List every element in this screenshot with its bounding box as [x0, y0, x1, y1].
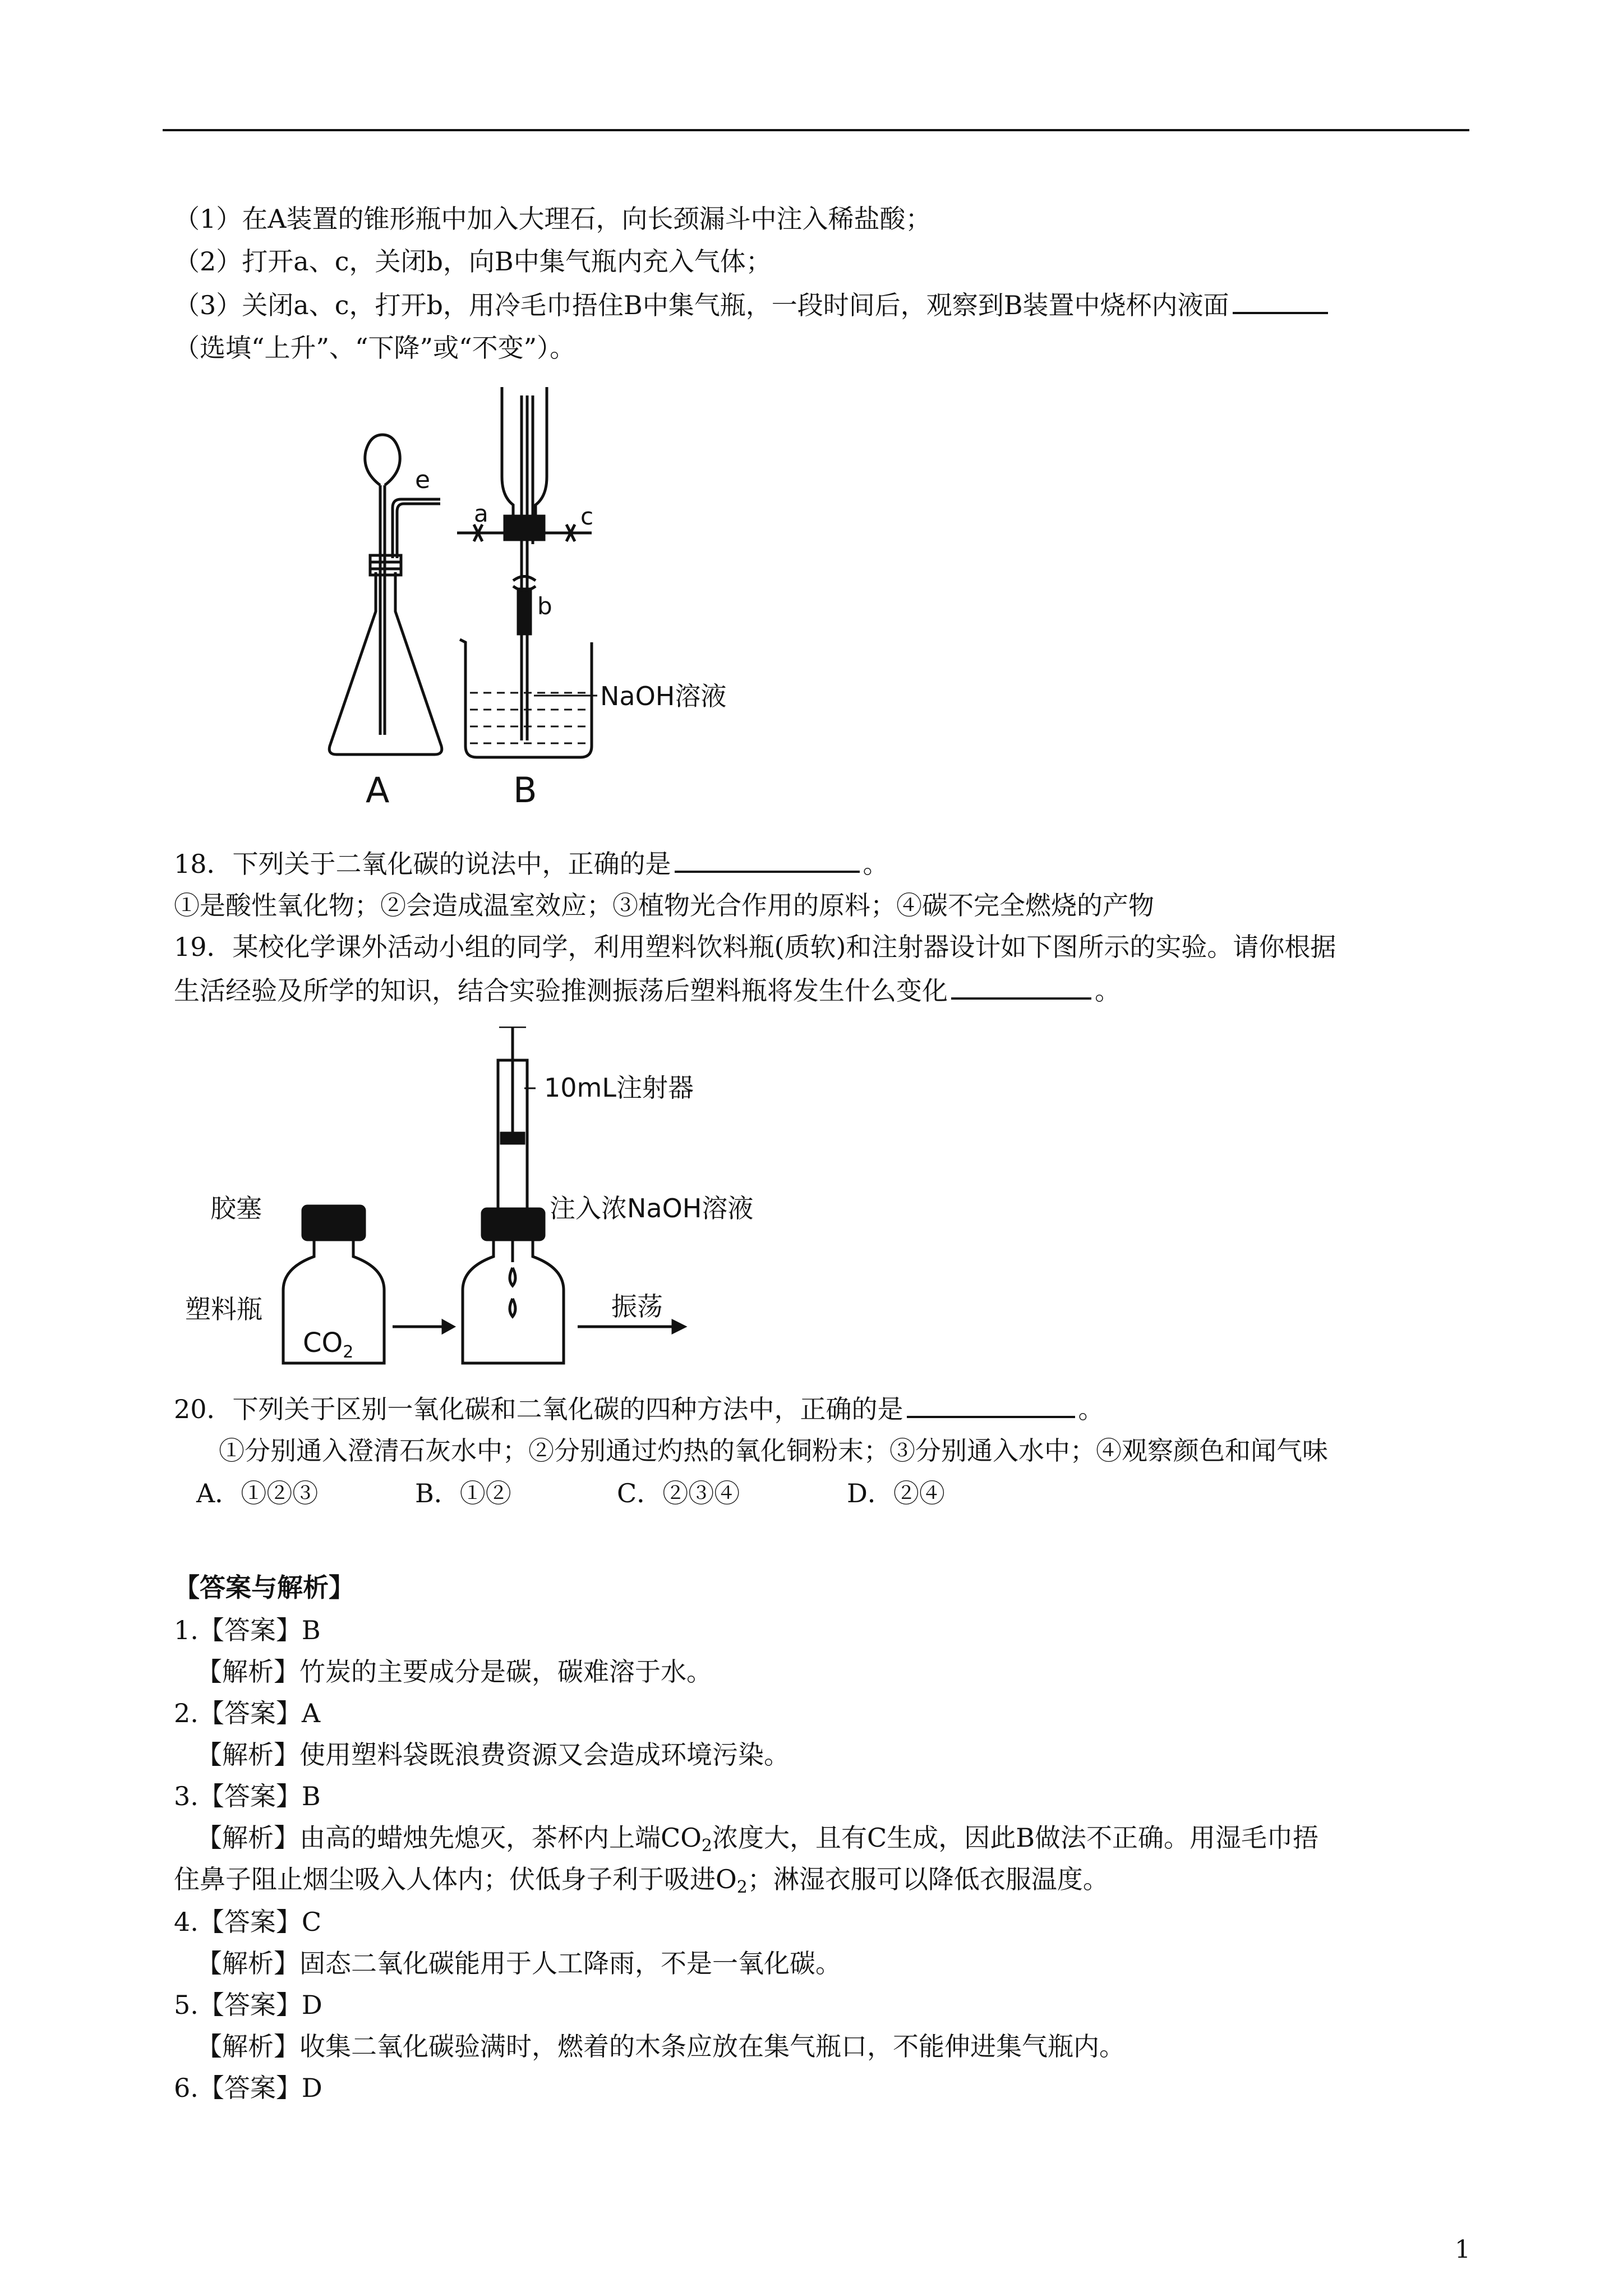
label-co2: $CO_2$ — [303, 1327, 354, 1362]
answer-2: 2.【答案】A — [174, 1698, 321, 1728]
answer-5: 5.【答案】D — [174, 1990, 322, 2020]
q20-choice-a: A．①②③ — [196, 1478, 319, 1508]
answers-heading: 【答案与解析】 — [174, 1572, 354, 1603]
label-shake: 振荡 — [611, 1291, 663, 1322]
q17-step-3: （3）关闭a、c，打开b，用冷毛巾捂住B中集气瓶，一段时间后，观察到B装置中烧杯内液面 — [174, 287, 1331, 322]
explanation-5: 【解析】收集二氧化碳验满时，燃着的木条应放在集气瓶口，不能伸进集气瓶内。 — [196, 2031, 1125, 2062]
q18-options: ①是酸性氧化物；②会造成温室效应；③植物光合作用的原料；④碳不完全燃烧的产物 — [174, 890, 1154, 921]
answer-3: 3.【答案】B — [174, 1781, 321, 1811]
q20-choice-b: B．①② — [415, 1478, 511, 1508]
answer-4: 4.【答案】C — [174, 1907, 322, 1937]
explanation-1: 【解析】竹炭的主要成分是碳，碳难溶于水。 — [196, 1657, 712, 1687]
q20-methods: ①分别通入澄清石灰水中；②分别通过灼热的氧化铜粉末；③分别通入水中；④观察颜色和闻气味 — [219, 1435, 1328, 1466]
label-plastic-bottle: 塑料瓶 — [185, 1294, 262, 1324]
label-b: b — [537, 592, 552, 620]
q19-line-1: 19．某校化学课外活动小组的同学，利用塑料饮料瓶(质软)和注射器设计如下图所示的实验。请你根据 — [174, 932, 1336, 962]
label-inject-naoh: 注入浓NaOH溶液 — [550, 1193, 754, 1223]
answer-1: 1.【答案】B — [174, 1615, 321, 1645]
explanation-3-line-2: 住鼻子阻止烟尘吸入人体内；伏低身子利于吸进$O_2$；淋湿衣服可以降低衣服温度。 — [174, 1864, 1109, 1897]
label-syringe: 10mL注射器 — [544, 1073, 694, 1103]
label-B: B — [513, 770, 537, 811]
answer-blank — [951, 973, 1091, 1000]
q20-choice-d: D．②④ — [847, 1478, 945, 1508]
answer-6: 6.【答案】D — [174, 2073, 322, 2103]
label-a: a — [474, 500, 488, 527]
q18-stem: 18．下列关于二氧化碳的说法中，正确的是 。 — [174, 846, 889, 881]
explanation-3-line-1: 【解析】由高的蜡烛先熄灭，茶杯内上端$CO_2$浓度大，且有C生成，因此B做法不正确。用湿毛巾捂 — [196, 1823, 1319, 1856]
apparatus-figure-ab — [314, 387, 819, 825]
page-number: 1 — [1455, 2235, 1470, 2264]
q19-line-2: 生活经验及所学的知识，结合实验推测振荡后塑料瓶将发生什么变化 。 — [174, 973, 1121, 1007]
header-rule — [163, 129, 1469, 131]
label-c: c — [580, 503, 594, 530]
q20-stem: 20．下列关于区别一氧化碳和二氧化碳的四种方法中，正确的是 。 — [174, 1391, 1104, 1426]
q17-step-2: （2）打开a、c，关闭b，向B中集气瓶内充入气体； — [174, 246, 772, 277]
label-stopper: 胶塞 — [210, 1193, 262, 1223]
answer-blank — [675, 846, 860, 873]
answer-blank — [907, 1391, 1075, 1418]
answer-blank — [1233, 287, 1328, 314]
q17-step-4: （选填“上升”、“下降”或“不变”）。 — [174, 333, 576, 363]
q17-step-1: （1）在A装置的锥形瓶中加入大理石，向长颈漏斗中注入稀盐酸； — [174, 204, 932, 234]
label-A: A — [366, 770, 390, 811]
explanation-4: 【解析】固态二氧化碳能用于人工降雨，不是一氧化碳。 — [196, 1948, 841, 1978]
label-e: e — [415, 466, 431, 494]
plastic-bottle-figure — [185, 1027, 858, 1374]
label-naoh-solution: NaOH溶液 — [600, 681, 727, 711]
explanation-2: 【解析】使用塑料袋既浪费资源又会造成环境污染。 — [196, 1740, 790, 1770]
q20-choice-c: C．②③④ — [617, 1478, 740, 1508]
